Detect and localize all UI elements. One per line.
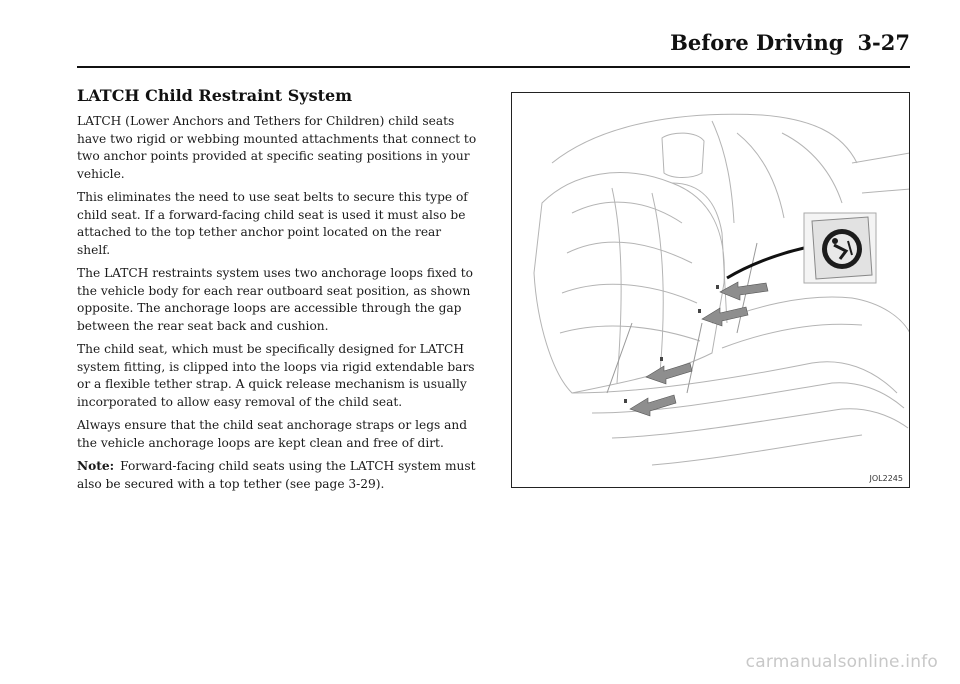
paragraph-anchorage: The LATCH restraints system uses two anchorage loops fixed to the vehicle body for each rear outboard seat position, as shown opposite. The anchorage loops are accessible through the gap between the rear seat back and cushion. [77,266,473,333]
note-text: Forward-facing child seats using the LATCH system must also be secured with a top tether (see page 3-29). [77,459,476,491]
note-label: Note: [77,459,115,473]
watermark-text: carmanualsonline.info [745,652,938,672]
paragraph-tether: This eliminates the need to use seat belts to secure this type of child seat. If a forward-facing child seat is used it must also be attached to the top tether anchor point located on the rear shelf. [77,190,468,257]
paragraph-intro: LATCH (Lower Anchors and Tethers for Children) child seats have two rigid or webbing mounted attachments that connect to two anchor points provided at specific seating positions in your vehicle. [77,114,477,181]
figure-label: JOL2245 [869,474,903,483]
page-header [0,30,910,55]
main-content [77,86,477,499]
section-title: Before Driving [670,30,844,55]
rear-seat-drawing [512,93,910,488]
section-heading: LATCH Child Restraint System [77,86,353,105]
paragraph-cleaning: Always ensure that the child seat anchorage straps or legs and the vehicle anchorage loops are kept clean and free of dirt. [77,418,468,450]
paragraph-fitting: The child seat, which must be specifically designed for LATCH system fitting, is clipped into the loops via rigid extendable bars or a flexible tether strap. A quick release mechanism is usually incorporated to allow easy removal of the child seat. [77,342,475,409]
note-paragraph [77,458,477,493]
page-number: 3-27 [857,30,910,55]
header-rule [77,66,910,68]
latch-illustration [511,92,910,488]
